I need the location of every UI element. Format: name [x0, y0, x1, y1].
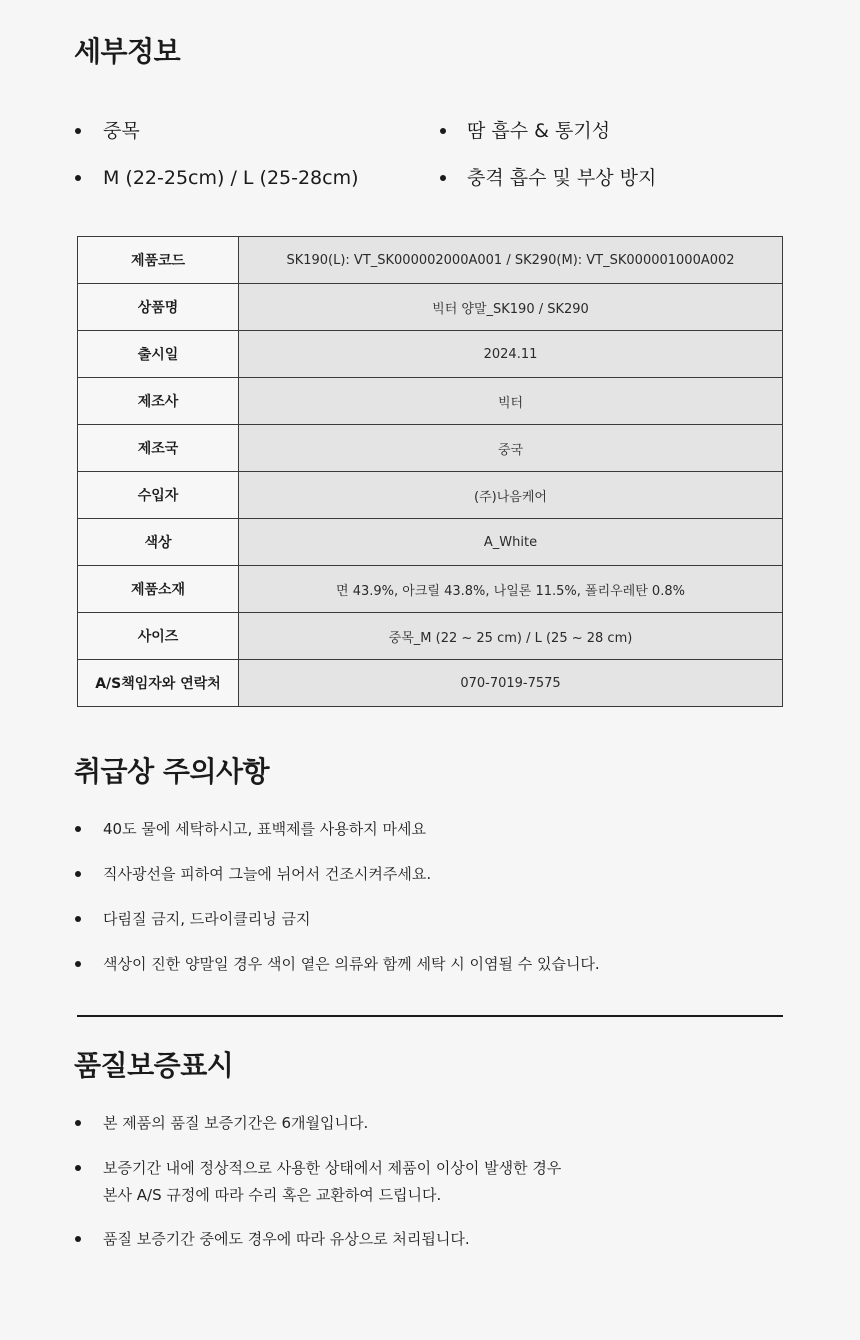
spec-value: 2024.11 [239, 331, 783, 378]
feature-item: 충격 흡수 및 부상 방지 [467, 167, 657, 189]
section-divider [77, 1015, 783, 1017]
warranty-item-continuation: 본사 A/S 규정에 따라 수리 혹은 교환하여 드립니다. [103, 1186, 442, 1204]
feature-item: 중목 [103, 120, 140, 142]
spec-value: 면 43.9%, 아크릴 43.8%, 나일론 11.5%, 폴리우레탄 0.8% [239, 566, 783, 613]
table-row [78, 566, 783, 613]
table-row [78, 519, 783, 566]
spec-label: 제품코드 [78, 237, 239, 284]
bullet-icon [440, 128, 446, 134]
table-row [78, 378, 783, 425]
spec-label: 사이즈 [78, 613, 239, 660]
warranty-item: 품질 보증기간 중에도 경우에 따라 유상으로 처리됩니다. [103, 1230, 470, 1248]
spec-label: 상품명 [78, 284, 239, 331]
spec-label: 수입자 [78, 472, 239, 519]
bullet-icon [75, 871, 81, 877]
spec-label: 출시일 [78, 331, 239, 378]
warranty-item: 본 제품의 품질 보증기간은 6개월입니다. [103, 1114, 369, 1132]
spec-value: 빅터 양말_SK190 / SK290 [239, 284, 783, 331]
spec-value: 중목_M (22 ~ 25 cm) / L (25 ~ 28 cm) [239, 613, 783, 660]
bullet-icon [75, 1236, 81, 1242]
bullet-icon [75, 1165, 81, 1171]
spec-value: 중국 [239, 425, 783, 472]
bullet-icon [75, 961, 81, 967]
caution-item: 다림질 금지, 드라이클리닝 금지 [103, 910, 311, 928]
table-row [78, 660, 783, 707]
bullet-icon [75, 916, 81, 922]
spec-label: 제조국 [78, 425, 239, 472]
caution-item: 40도 물에 세탁하시고, 표백제를 사용하지 마세요 [103, 820, 427, 838]
table-row [78, 425, 783, 472]
spec-label: 색상 [78, 519, 239, 566]
spec-table [77, 236, 783, 707]
spec-value: 070-7019-7575 [239, 660, 783, 707]
warranty-item: 보증기간 내에 정상적으로 사용한 상태에서 제품이 이상이 발생한 경우 [103, 1159, 562, 1177]
caution-item: 직사광선을 피하여 그늘에 뉘어서 건조시켜주세요. [103, 865, 432, 883]
table-row [78, 472, 783, 519]
spec-value: A_White [239, 519, 783, 566]
warranty-section-title: 품질보증표시 [74, 1049, 234, 1082]
spec-label: A/S책임자와 연락처 [78, 660, 239, 707]
table-row [78, 613, 783, 660]
caution-item: 색상이 진한 양말일 경우 색이 옅은 의류와 함께 세탁 시 이염될 수 있습니다. [103, 955, 600, 973]
table-row [78, 331, 783, 378]
feature-item: M (22-25cm) / L (25-28cm) [103, 167, 359, 189]
detail-section-title: 세부정보 [74, 35, 181, 68]
spec-value: SK190(L): VT_SK000002000A001 / SK290(M): VT_SK000001000A002 [239, 237, 783, 284]
table-row [78, 284, 783, 331]
spec-label: 제조사 [78, 378, 239, 425]
feature-item: 땀 흡수 & 통기성 [467, 120, 611, 142]
spec-value: (주)나음케어 [239, 472, 783, 519]
bullet-icon [75, 1120, 81, 1126]
spec-value: 빅터 [239, 378, 783, 425]
bullet-icon [75, 826, 81, 832]
caution-section-title: 취급상 주의사항 [74, 755, 270, 788]
table-row [78, 237, 783, 284]
spec-label: 제품소재 [78, 566, 239, 613]
bullet-icon [75, 175, 81, 181]
bullet-icon [440, 175, 446, 181]
bullet-icon [75, 128, 81, 134]
